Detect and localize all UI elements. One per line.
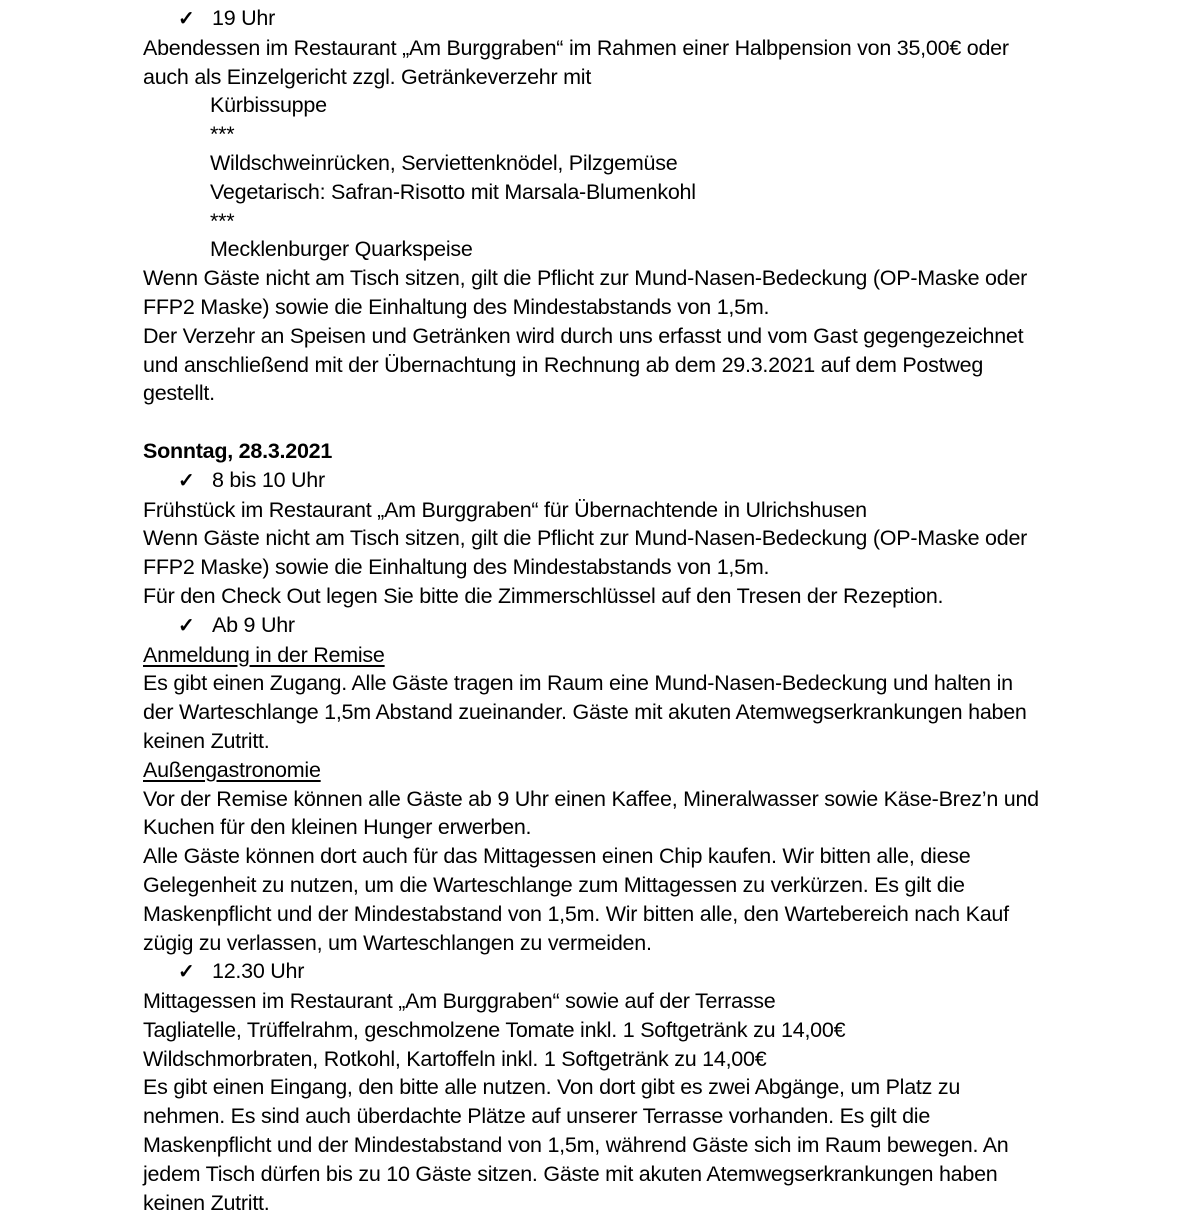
checkmark-icon: ✓	[178, 469, 195, 492]
body-text-line: Wildschmorbraten, Rotkohl, Kartoffeln inkl. 1 Softgetränk zu 14,00€	[143, 1046, 767, 1071]
check-list-item	[143, 466, 1050, 496]
body-text-line: Es gibt einen Zugang. Alle Gäste tragen im Raum eine Mund-Nasen-Bedeckung und halten in	[143, 671, 1013, 696]
body-text-line: jedem Tisch dürfen bis zu 10 Gäste sitzen. Gäste mit akuten Atemwegserkrankungen haben	[143, 1161, 998, 1186]
check-item-label: 12.30 Uhr	[212, 959, 305, 984]
body-text-line: Mittagessen im Restaurant „Am Burggraben“ sowie auf der Terrasse	[143, 989, 776, 1014]
body-text-line: Abendessen im Restaurant „Am Burggraben“ im Rahmen einer Halbpension von 35,00€ oder	[143, 35, 1009, 60]
check-list-item	[143, 4, 1050, 34]
section-date-heading: Sonntag, 28.3.2021	[143, 438, 333, 463]
body-text-line: Wenn Gäste nicht am Tisch sitzen, gilt die Pflicht zur Mund-Nasen-Bedeckung (OP-Maske oder	[143, 266, 1028, 291]
check-list-item	[143, 957, 1050, 987]
body-text-line: Kuchen für den kleinen Hunger erwerben.	[143, 815, 532, 840]
menu-item-line: Vegetarisch: Safran-Risotto mit Marsala-Blumenkohl	[210, 179, 696, 204]
body-text-line: und anschließend mit der Übernachtung in Rechnung ab dem 29.3.2021 auf dem Postweg	[143, 352, 984, 377]
body-text-line: Frühstück im Restaurant „Am Burggraben“ für Übernachtende in Ulrichshusen	[143, 497, 867, 522]
body-text-line: gestellt.	[143, 381, 215, 406]
body-text-line: Maskenpflicht und der Mindestabstand von 1,5m. Wir bitten alle, den Wartebereich nach Kauf	[143, 901, 1009, 926]
body-text-line: Vor der Remise können alle Gäste ab 9 Uhr einen Kaffee, Mineralwasser sowie Käse-Brez’n und	[143, 786, 1039, 811]
body-text-line: FFP2 Maske) sowie die Einhaltung des Mindestabstands von 1,5m.	[143, 294, 770, 319]
body-text-line: keinen Zutritt.	[143, 728, 270, 753]
body-text-line: Der Verzehr an Speisen und Getränken wird durch uns erfasst und vom Gast gegengezeichnet	[143, 323, 1024, 348]
body-text-line: Es gibt einen Eingang, den bitte alle nutzen. Von dort gibt es zwei Abgänge, um Platz zu	[143, 1075, 961, 1100]
blank-line	[143, 408, 1050, 437]
body-text-line: Tagliatelle, Trüffelrahm, geschmolzene Tomate inkl. 1 Softgetränk zu 14,00€	[143, 1017, 846, 1042]
body-text-line: der Warteschlange 1,5m Abstand zueinander. Gäste mit akuten Atemwegserkrankungen haben	[143, 700, 1027, 725]
menu-item-line: ***	[210, 208, 235, 233]
check-list-item	[143, 611, 1050, 641]
body-text-line: FFP2 Maske) sowie die Einhaltung des Mindestabstands von 1,5m.	[143, 555, 770, 580]
check-item-label: 8 bis 10 Uhr	[212, 467, 325, 492]
body-text-line: Für den Check Out legen Sie bitte die Zimmerschlüssel auf den Tresen der Rezeption.	[143, 583, 944, 608]
menu-item-line: ***	[210, 122, 235, 147]
underlined-heading: Anmeldung in der Remise	[143, 642, 385, 667]
body-text-line: Alle Gäste können dort auch für das Mittagessen einen Chip kaufen. Wir bitten alle, diese	[143, 844, 971, 869]
body-text-line: zügig zu verlassen, um Warteschlangen zu vermeiden.	[143, 930, 652, 955]
checkmark-icon: ✓	[178, 961, 195, 984]
menu-item-line: Kürbissuppe	[210, 93, 327, 118]
body-text-line: nehmen. Es sind auch überdachte Plätze auf unserer Terrasse vorhanden. Es gilt die	[143, 1104, 931, 1129]
body-text-line: Gelegenheit zu nutzen, um die Warteschlange zum Mittagessen zu verkürzen. Es gilt die	[143, 872, 965, 897]
body-text-line: keinen Zutritt.	[143, 1190, 270, 1215]
body-text-line: Maskenpflicht und der Mindestabstand von 1,5m, während Gäste sich im Raum bewegen. An	[143, 1133, 1009, 1158]
check-item-label: 19 Uhr	[212, 6, 276, 30]
checkmark-icon: ✓	[178, 8, 195, 30]
check-item-label: Ab 9 Uhr	[212, 612, 295, 637]
checkmark-icon: ✓	[178, 614, 195, 637]
underlined-heading: Außengastronomie	[143, 757, 321, 782]
body-text-line: auch als Einzelgericht zzgl. Getränkeverzehr mit	[143, 64, 592, 89]
menu-item-line: Mecklenburger Quarkspeise	[210, 237, 473, 262]
menu-item-line: Wildschweinrücken, Serviettenknödel, Pilzgemüse	[210, 150, 678, 175]
body-text-line: Wenn Gäste nicht am Tisch sitzen, gilt die Pflicht zur Mund-Nasen-Bedeckung (OP-Maske oder	[143, 526, 1028, 551]
